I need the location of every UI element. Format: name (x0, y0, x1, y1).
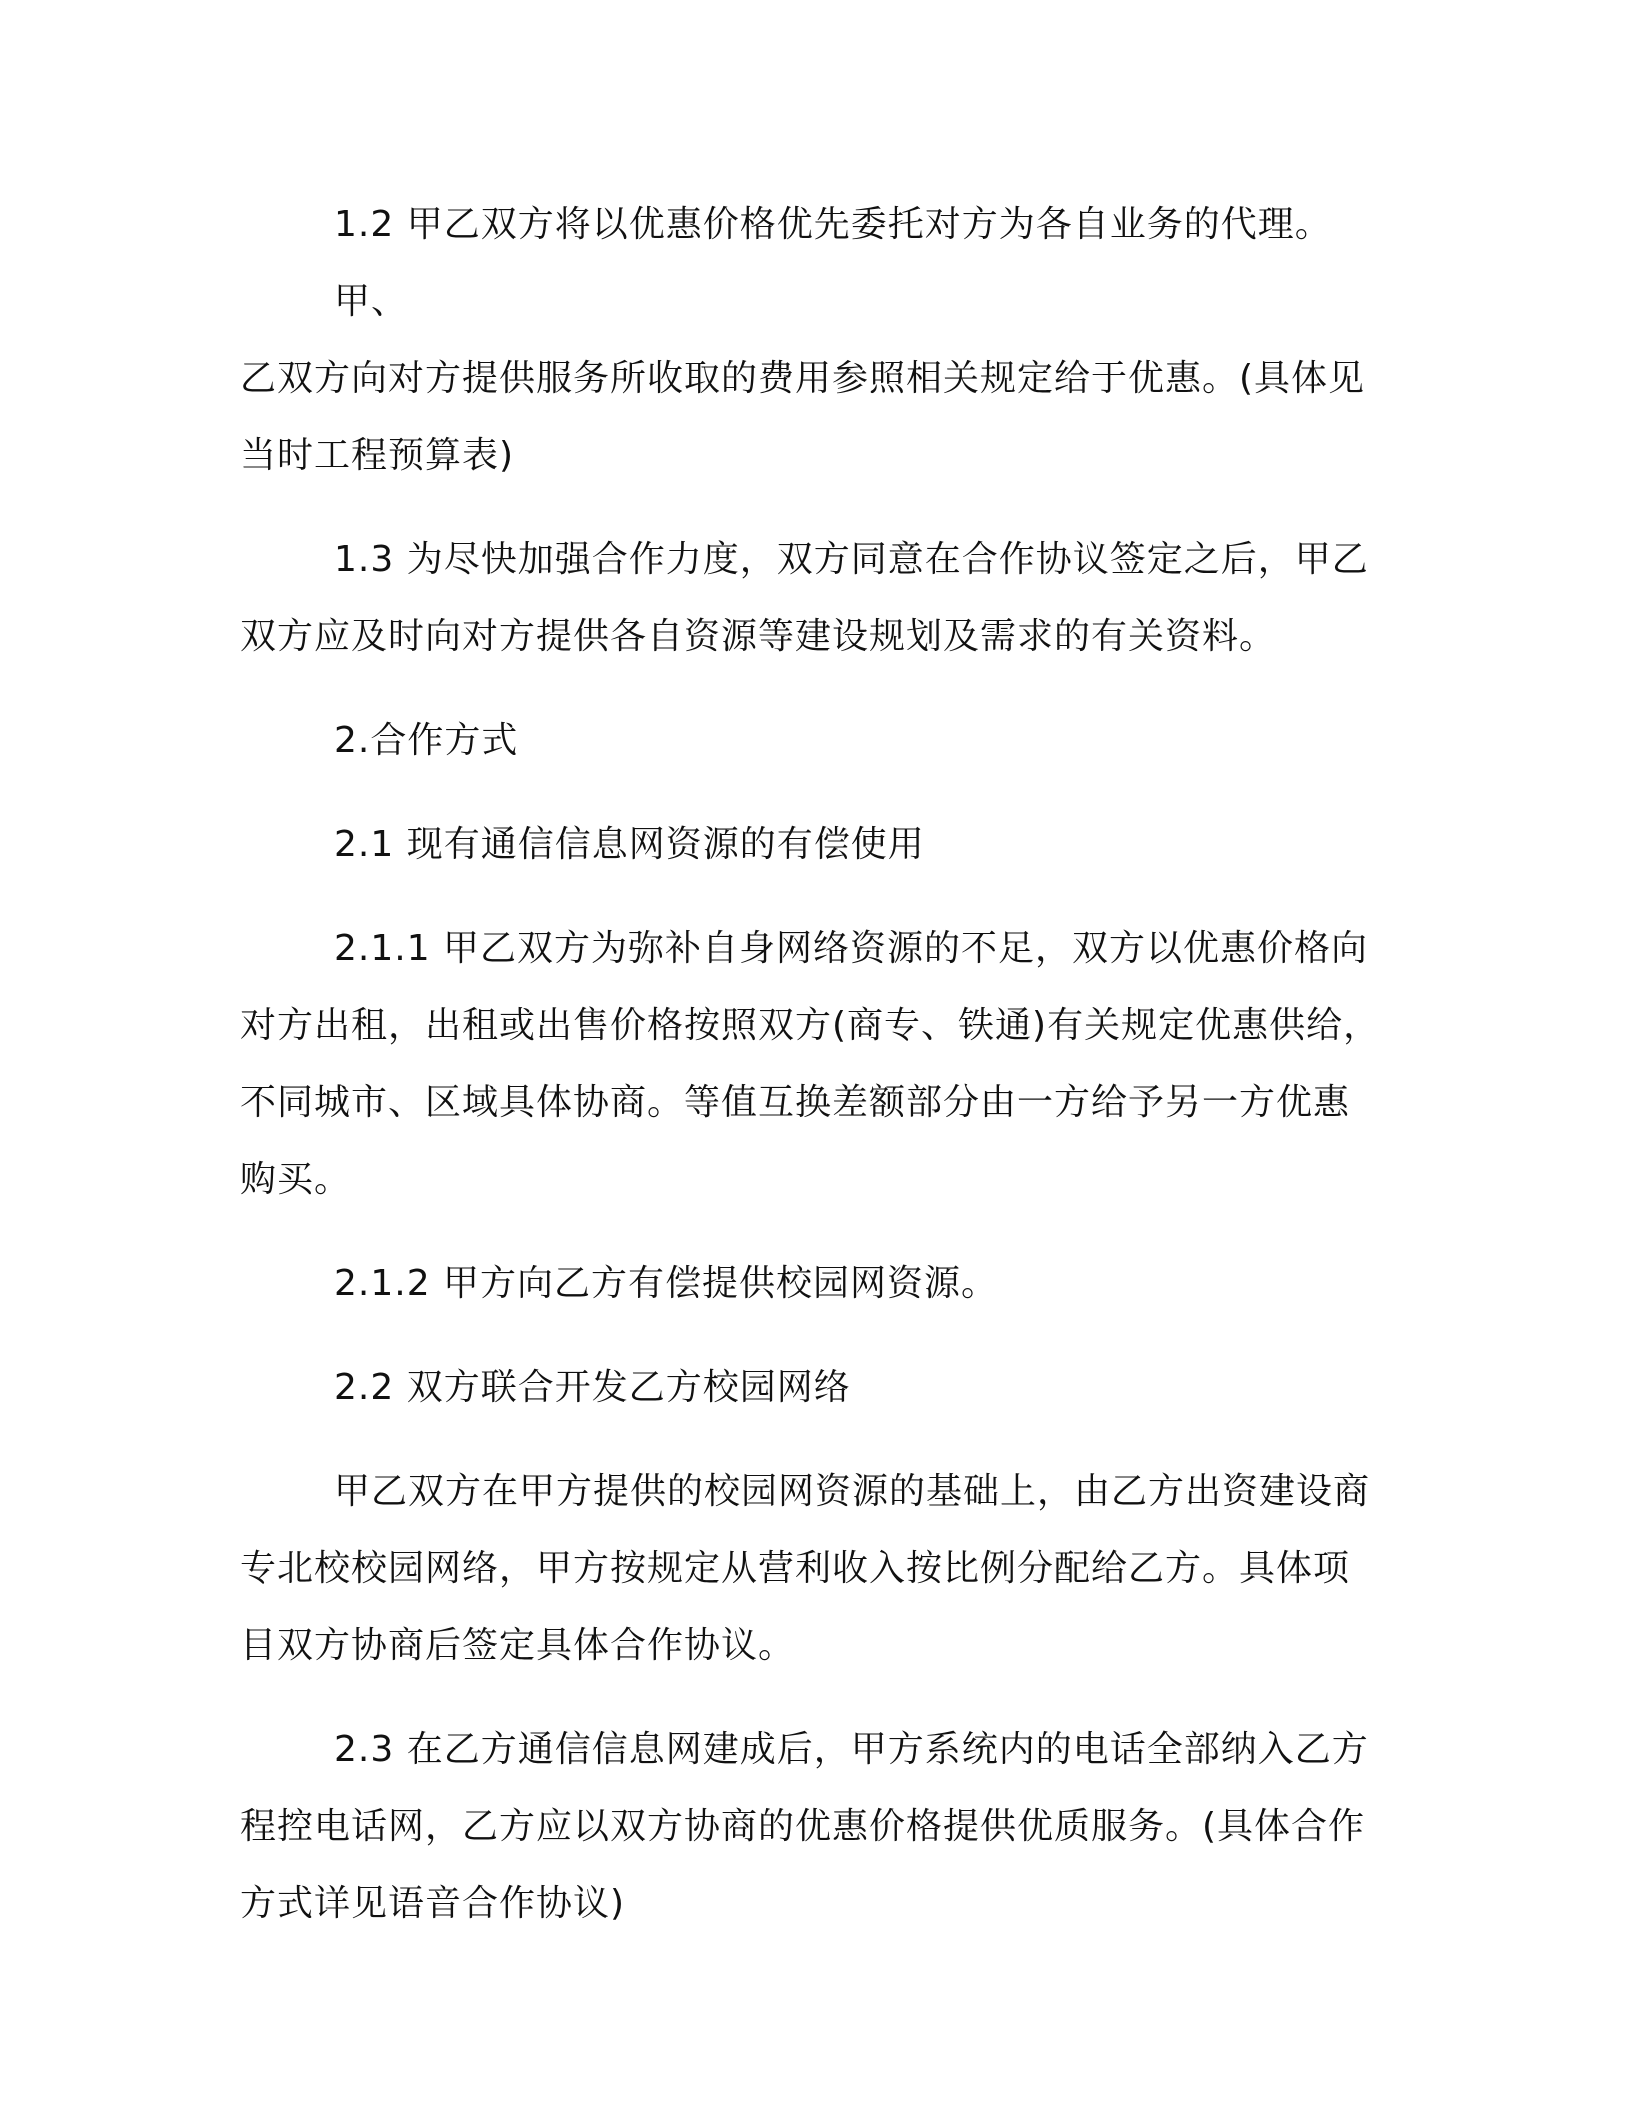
paragraph-2-1-1 (240, 910, 1386, 1218)
paragraph-line: 2.1.2 甲方向乙方有偿提供校园网资源。 (334, 1263, 999, 1304)
paragraph-line: 不同城市、区域具体协商。等值互换差额部分由一方给予另一方优惠 (240, 1082, 1351, 1123)
paragraph-2-3 (240, 1711, 1386, 1942)
paragraph-line: 双方应及时向对方提供各自资源等建设规划及需求的有关资料。 (240, 616, 1277, 657)
paragraph-1-2 (240, 186, 1386, 494)
document-body (240, 186, 1386, 1969)
paragraph-line: 对方出租，出租或出售价格按照双方(商专、铁通)有关规定优惠供给， (240, 1005, 1381, 1046)
paragraph-line: 乙双方向对方提供服务所收取的费用参照相关规定给于优惠。(具体见 (240, 358, 1366, 399)
paragraph-line: 专北校校园网络，甲方按规定从营利收入按比例分配给乙方。具体项 (240, 1548, 1351, 1589)
paragraph-line: 2.1.1 甲乙双方为弥补自身网络资源的不足，双方以优惠价格向 (334, 928, 1369, 969)
paragraph-line: 2.3 在乙方通信信息网建成后，甲方系统内的电话全部纳入乙方 (334, 1729, 1369, 1770)
paragraph-line: 目双方协商后签定具体合作协议。 (240, 1625, 796, 1666)
paragraph-2-1-2 (240, 1245, 1386, 1322)
paragraph-2-2-body (240, 1453, 1386, 1684)
section-heading-2-2 (240, 1349, 1386, 1426)
paragraph-line: 1.3 为尽快加强合作力度，双方同意在合作协议签定之后，甲乙 (334, 539, 1369, 580)
paragraph-line: 2.合作方式 (334, 720, 519, 761)
paragraph-1-3 (240, 521, 1386, 675)
paragraph-line: 2.2 双方联合开发乙方校园网络 (334, 1367, 851, 1408)
section-heading-2 (240, 702, 1386, 779)
paragraph-line: 程控电话网，乙方应以双方协商的优惠价格提供优质服务。(具体合作 (240, 1806, 1366, 1847)
paragraph-line: 2.1 现有通信信息网资源的有偿使用 (334, 824, 925, 865)
paragraph-line: 甲乙双方在甲方提供的校园网资源的基础上，由乙方出资建设商 (334, 1471, 1371, 1512)
paragraph-line: 当时工程预算表) (240, 435, 515, 476)
paragraph-line: 1.2 甲乙双方将以优惠价格优先委托对方为各自业务的代理。甲、 (334, 204, 1332, 322)
paragraph-line: 方式详见语音合作协议) (240, 1883, 626, 1924)
paragraph-line: 购买。 (240, 1159, 352, 1200)
section-heading-2-1 (240, 806, 1386, 883)
